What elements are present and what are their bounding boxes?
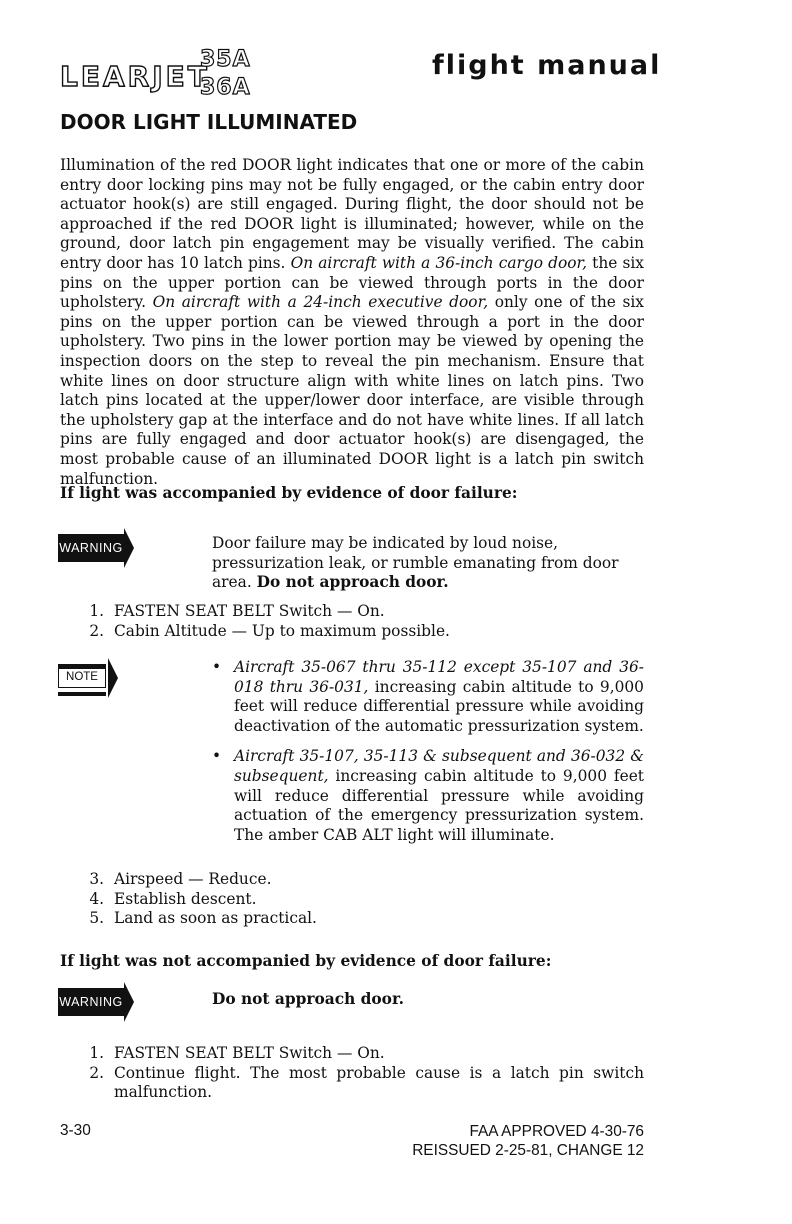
warning-arrow-icon (124, 528, 134, 568)
warning-emphasis: Do not approach door. (256, 573, 449, 592)
step-number: 2. (89, 1063, 104, 1082)
list-item (78, 622, 644, 642)
step-text: Cabin Altitude — Up to maximum possible. (114, 621, 450, 640)
list-item (78, 602, 644, 622)
step-number: 4. (89, 889, 104, 908)
intro-paragraph (60, 156, 644, 489)
note-bullets (212, 658, 644, 856)
warning-badge (58, 528, 138, 568)
list-item (78, 1064, 644, 1103)
note-badge-label: NOTE (58, 668, 106, 688)
step-text: Airspeed — Reduce. (114, 870, 272, 888)
warning-badge-label: WARNING (58, 534, 124, 562)
warning-message: Door failure may be indicated by loud noise, pressurization leak, or rumble emanating from door area. (212, 534, 619, 592)
page-number: 3-30 (60, 1122, 91, 1139)
model-designations (200, 46, 262, 102)
step-text: FASTEN SEAT BELT Switch — On. (114, 602, 385, 620)
faa-approval: FAA APPROVED 4-30-76 (469, 1123, 644, 1140)
list-item (78, 909, 644, 929)
intro-italic-1: On aircraft with a 36-inch cargo door, (290, 253, 588, 272)
warning-text (212, 534, 644, 593)
intro-part-1: Illumination of the red DOOR light indicates that one or more of the cabin entry door locking pins may not be fully engaged, or the cabin entry door actuator hook(s) are still engaged. During flight, the door should not be approached if the red DOOR light is illuminated; however, while on the ground, door latch pin engagement may be visually verified. The cabin entry door has 10 latch pins. (60, 156, 644, 272)
steps-list-a (78, 602, 644, 641)
model-36a: 36A (200, 75, 251, 100)
case1-heading: If light was accompanied by evidence of door failure: (60, 484, 518, 502)
note-item (212, 747, 644, 845)
step-number: 1. (89, 1044, 104, 1062)
steps-list-c (78, 1044, 644, 1103)
intro-italic-2: On aircraft with a 24-inch executive door, (152, 293, 489, 312)
brand-wordmark: LEARJET (60, 60, 210, 93)
case2-heading: If light was not accompanied by evidence of door failure: (60, 952, 552, 970)
step-text: Establish descent. (114, 889, 257, 908)
note-text: increasing cabin altitude to 9,000 feet will reduce differential pressure while avoiding actuation of the emergency pressurization system. The amber CAB ALT light will illuminate. (234, 766, 644, 844)
note-item (212, 658, 644, 736)
intro-part-2: the six pins on the upper portion can be viewed through ports in the door upholstery. (60, 253, 644, 312)
step-number: 3. (89, 870, 104, 888)
warning-arrow-icon (124, 982, 134, 1022)
list-item (78, 870, 644, 890)
manual-title: flight manual (432, 50, 662, 81)
note-aircraft-range: Aircraft 35-107, 35-113 & subsequent and 36-032 & subsequent, (234, 747, 644, 785)
step-number: 5. (89, 909, 104, 928)
warning-emphasis: Do not approach door. (212, 990, 404, 1008)
note-arrow-icon (108, 658, 118, 698)
list-item (78, 1044, 644, 1064)
note-text: increasing cabin altitude to 9,000 feet will reduce differential pressure while avoiding deactivation of the automatic pressurization system. (234, 677, 644, 735)
note-bar-bottom (58, 692, 106, 696)
steps-list-b (78, 870, 644, 929)
intro-part-3: only one of the six pins on the upper portion can be viewed through a port in the door upholstery. Two pins in the lower portion may be viewed by opening the inspection doors on the step to reveal the pin mechanism. Ensure that white lines on door structure align with white lines on latch pins. Two latch pins located at the upper/lower door interface, are visible through the upholstery gap at the interface and do not have white lines. If all latch pins are fully engaged and door actuator hook(s) are disengaged, the most probable cause of an illuminated DOOR light is a latch pin switch malfunction. (60, 293, 644, 488)
section-title: DOOR LIGHT ILLUMINATED (60, 110, 358, 134)
note-aircraft-range: Aircraft 35-067 thru 35-112 except 35-107 and 36-018 thru 36-031, (234, 658, 644, 696)
step-text: Continue flight. The most probable cause is a latch pin switch malfunction. (114, 1063, 644, 1102)
list-item (78, 890, 644, 910)
warning-badge (58, 982, 138, 1022)
note-badge (58, 658, 138, 698)
revision-block (412, 1122, 644, 1160)
revision-info: REISSUED 2-25-81, CHANGE 12 (412, 1142, 644, 1159)
step-text: FASTEN SEAT BELT Switch — On. (114, 1044, 385, 1062)
step-number: 2. (89, 621, 104, 640)
step-number: 1. (89, 602, 104, 620)
step-text: Land as soon as practical. (114, 909, 317, 928)
model-35a: 35A (200, 47, 251, 72)
warning-badge-label: WARNING (58, 988, 124, 1016)
